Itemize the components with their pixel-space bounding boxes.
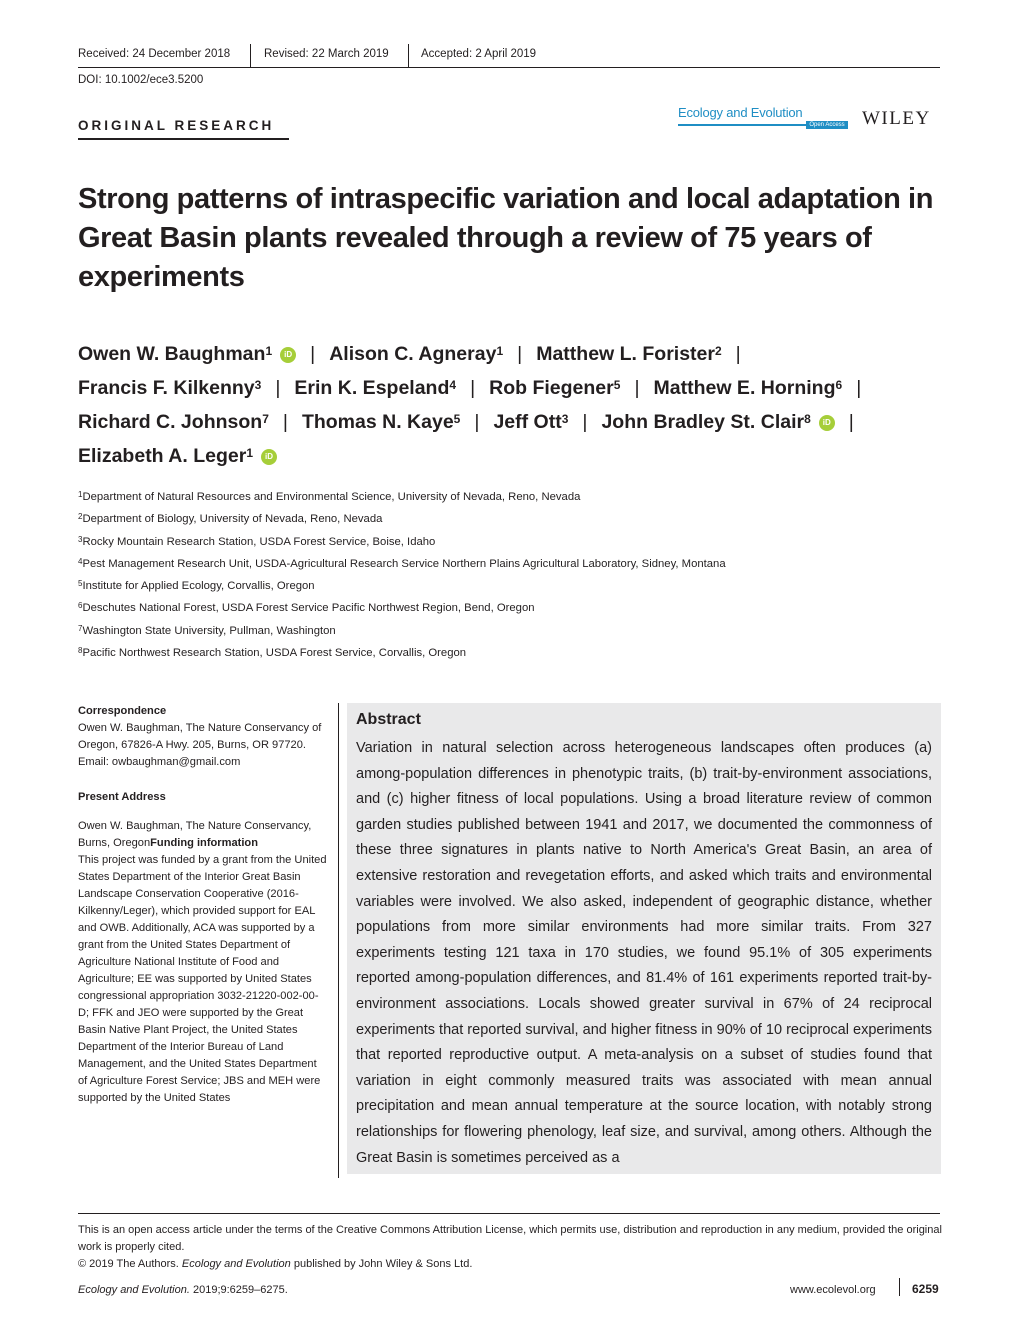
author[interactable] xyxy=(302,411,460,433)
affiliation xyxy=(78,620,958,642)
section-underline xyxy=(78,138,289,140)
affiliation-ref: 5 xyxy=(613,378,621,392)
affiliation xyxy=(78,486,958,508)
affiliation-number: 7 xyxy=(78,623,83,633)
present-address-block xyxy=(78,818,328,852)
correspondence-heading: Correspondence xyxy=(78,705,167,717)
abstract-heading: Abstract xyxy=(356,711,421,728)
author-name: Thomas N. Kaye xyxy=(301,411,454,433)
affiliation-number: 2 xyxy=(78,512,83,522)
affiliation xyxy=(78,553,958,575)
affiliation-ref: 3 xyxy=(254,378,262,392)
author[interactable] xyxy=(78,377,261,399)
affiliation-list xyxy=(78,486,958,664)
column-divider xyxy=(338,703,339,1178)
affiliation xyxy=(78,597,958,619)
affiliation-ref: 3 xyxy=(561,412,569,426)
affiliation-text: Pacific Northwest Research Station, USDA Forest Service, Corvallis, Oregon xyxy=(82,647,467,660)
author-name: John Bradley St. Clair xyxy=(601,411,805,433)
affiliation-text: Washington State University, Pullman, Washington xyxy=(82,624,336,637)
author[interactable] xyxy=(329,343,503,365)
copyright-prefix: © 2019 The Authors. xyxy=(78,1258,182,1270)
author-separator: | xyxy=(474,411,480,433)
author[interactable] xyxy=(78,411,269,433)
accepted-date: Accepted: 2 April 2019 xyxy=(421,48,537,60)
received-date: Received: 24 December 2018 xyxy=(78,48,231,60)
author-name: Francis F. Kilkenny xyxy=(78,377,255,399)
license-text: This is an open access article under the terms of the Creative Commons Attribution License, which permits use, distribution and reproduction in any medium, provided the original work is properly cited. xyxy=(78,1224,942,1253)
copyright-line xyxy=(78,1256,948,1273)
author-separator: | xyxy=(848,411,854,433)
citation-line xyxy=(78,1284,288,1296)
affiliation-number: 8 xyxy=(78,646,83,656)
author-separator: | xyxy=(310,343,316,365)
author[interactable] xyxy=(78,343,296,365)
date-divider xyxy=(250,44,251,68)
header-rule xyxy=(78,67,940,68)
date-divider xyxy=(408,44,409,68)
citation-volume: 2019;9:6259–6275. xyxy=(189,1284,288,1296)
affiliation-text: Rocky Mountain Research Station, USDA Forest Service, Boise, Idaho xyxy=(82,535,436,548)
correspondence-email[interactable]: Email: owbaughman@gmail.com xyxy=(78,756,241,768)
author-list xyxy=(78,337,958,473)
author-separator: | xyxy=(634,377,640,399)
open-access-badge: Open Access xyxy=(806,121,848,129)
author-name: Erin K. Espeland xyxy=(294,377,450,399)
affiliation-ref: 1 xyxy=(265,344,273,358)
funding-heading: Funding information xyxy=(150,837,258,849)
orcid-icon[interactable]: iD xyxy=(261,449,277,465)
author[interactable] xyxy=(536,343,721,365)
author-separator: | xyxy=(735,343,741,365)
affiliation-ref: 6 xyxy=(835,378,843,392)
author[interactable] xyxy=(294,377,456,399)
affiliation-number: 4 xyxy=(78,556,83,566)
orcid-icon[interactable]: iD xyxy=(280,347,296,363)
doi[interactable]: DOI: 10.1002/ece3.5200 xyxy=(78,74,204,86)
author[interactable] xyxy=(493,411,568,433)
affiliation-ref: 1 xyxy=(246,446,253,460)
author-name: Owen W. Baughman xyxy=(78,343,266,365)
affiliation-ref: 2 xyxy=(714,344,722,358)
present-address-heading: Present Address xyxy=(78,791,166,803)
author-name: Matthew L. Forister xyxy=(536,343,715,365)
author-name: Rob Fiegener xyxy=(489,377,614,399)
affiliation-text: Pest Management Research Unit, USDA-Agricultural Research Service Northern Plains Agricultural Laboratory, Sidney, Montana xyxy=(82,557,726,570)
author[interactable] xyxy=(78,445,277,467)
author-name: Elizabeth A. Leger xyxy=(78,445,247,467)
author-name: Jeff Ott xyxy=(493,411,562,433)
affiliation-number: 3 xyxy=(78,534,83,544)
author[interactable] xyxy=(489,377,620,399)
author[interactable] xyxy=(601,411,834,433)
affiliation-text: Deschutes National Forest, USDA Forest Service Pacific Northwest Region, Bend, Oregon xyxy=(82,602,535,615)
journal-website-link[interactable]: www.ecolevol.org xyxy=(790,1284,876,1296)
affiliation-number: 6 xyxy=(78,601,83,611)
publisher-logo: WILEY xyxy=(862,108,931,129)
article-info-sidebar xyxy=(78,703,328,1107)
article-dates xyxy=(78,48,940,66)
affiliation xyxy=(78,531,958,553)
affiliation-ref: 1 xyxy=(496,344,504,358)
license-notice xyxy=(78,1222,948,1273)
revised-date: Revised: 22 March 2019 xyxy=(264,48,389,60)
affiliation xyxy=(78,642,958,664)
affiliation-ref: 8 xyxy=(804,412,811,426)
article-title: Strong patterns of intraspecific variation and local adaptation in Great Basin plants revealed through a review of 75 years of experiments xyxy=(78,183,934,293)
copyright-suffix: published by John Wiley & Sons Ltd. xyxy=(290,1258,473,1270)
funding-text: This project was funded by a grant from the United States Department of the Interior Great Basin Landscape Conservation Cooperative (2016-Kilkenny/Leger), which provided support for EAL and OWB. Additionally, ACA was supported by a grant from the United States Department of Agriculture National Institute of Food and Agriculture; EE was supported by United States congressional appropriation 3032-21220-002-00-D; FFK and JEO were supported by the Great Basin Native Plant Project, the United States Department of the Interior Bureau of Land Management, and the United States Department of Agriculture Forest Service; JBS and MEH were supported by the United States xyxy=(78,854,327,1104)
author-name: Matthew E. Horning xyxy=(653,377,836,399)
affiliation-ref: 7 xyxy=(262,412,269,426)
author-name: Richard C. Johnson xyxy=(78,411,263,433)
footer-divider xyxy=(899,1278,900,1296)
affiliation-ref: 4 xyxy=(449,378,457,392)
affiliation-number: 5 xyxy=(78,579,83,589)
author-separator: | xyxy=(470,377,476,399)
affiliation xyxy=(78,575,958,597)
section-label: ORIGINAL RESEARCH xyxy=(78,118,275,133)
author-separator: | xyxy=(582,411,588,433)
affiliation-text: Department of Biology, University of Nevada, Reno, Nevada xyxy=(82,513,383,526)
author-separator: | xyxy=(275,377,281,399)
author-separator: | xyxy=(282,411,288,433)
abstract-text: Variation in natural selection across heterogeneous landscapes often produces (a) among-population differences in phenotypic traits, (b) trait-by-environment associations, and (c) higher fitness of local populations. Using a broad literature review of common garden studies published between 1941 and 2017, we documented the commonness of these three signatures in plants native to North America's Great Basin, an area of extensive restoration and revegetation efforts, and asked which traits and environmental variables were involved. We also asked, independent of geographic distance, whether populations from more similar environments had more similar traits. From 327 experiments testing 121 taxa in 170 studies, we found 95.1% of 305 experiments reported among-population differences, and 81.4% of 161 experiments reported trait-by-environment associations. Locals showed greater survival in 67% of 24 reciprocal experiments that reported survival, and higher fitness in 90% of 10 reciprocal experiments that reported reproductive output. A meta-analysis on a subset of studies found that variation in eight commonly measured traits was associated with mean annual precipitation and mean annual temperature at the source location, with notably strong relationships for flowering phenology, leaf size, and survival, among others. Although the Great Basin is sometimes perceived as a xyxy=(356,740,932,1166)
copyright-journal: Ecology and Evolution xyxy=(181,1258,291,1270)
page-number: 6259 xyxy=(912,1282,939,1296)
journal-logo-text: Ecology and Evolution xyxy=(678,105,803,120)
author-separator: | xyxy=(517,343,523,365)
citation-journal: Ecology and Evolution. xyxy=(78,1284,190,1296)
affiliation-number: 1 xyxy=(78,490,83,499)
correspondence-text: Owen W. Baughman, The Nature Conservancy of Oregon, 67826-A Hwy. 205, Burns, OR 97720. xyxy=(78,722,322,751)
affiliation xyxy=(78,508,958,530)
present-address-text: Owen W. Baughman, The Nature Conservancy, Burns, Oregon xyxy=(78,820,312,849)
author-separator: | xyxy=(856,377,862,399)
footer-rule xyxy=(78,1213,940,1214)
affiliation-text: Institute for Applied Ecology, Corvallis, Oregon xyxy=(82,580,315,593)
affiliation-text: Department of Natural Resources and Environmental Science, University of Nevada, Reno, Nevada xyxy=(82,491,581,503)
affiliation-ref: 5 xyxy=(453,412,461,426)
author-name: Alison C. Agneray xyxy=(329,343,497,365)
orcid-icon[interactable]: iD xyxy=(819,415,835,431)
author[interactable] xyxy=(654,377,843,399)
